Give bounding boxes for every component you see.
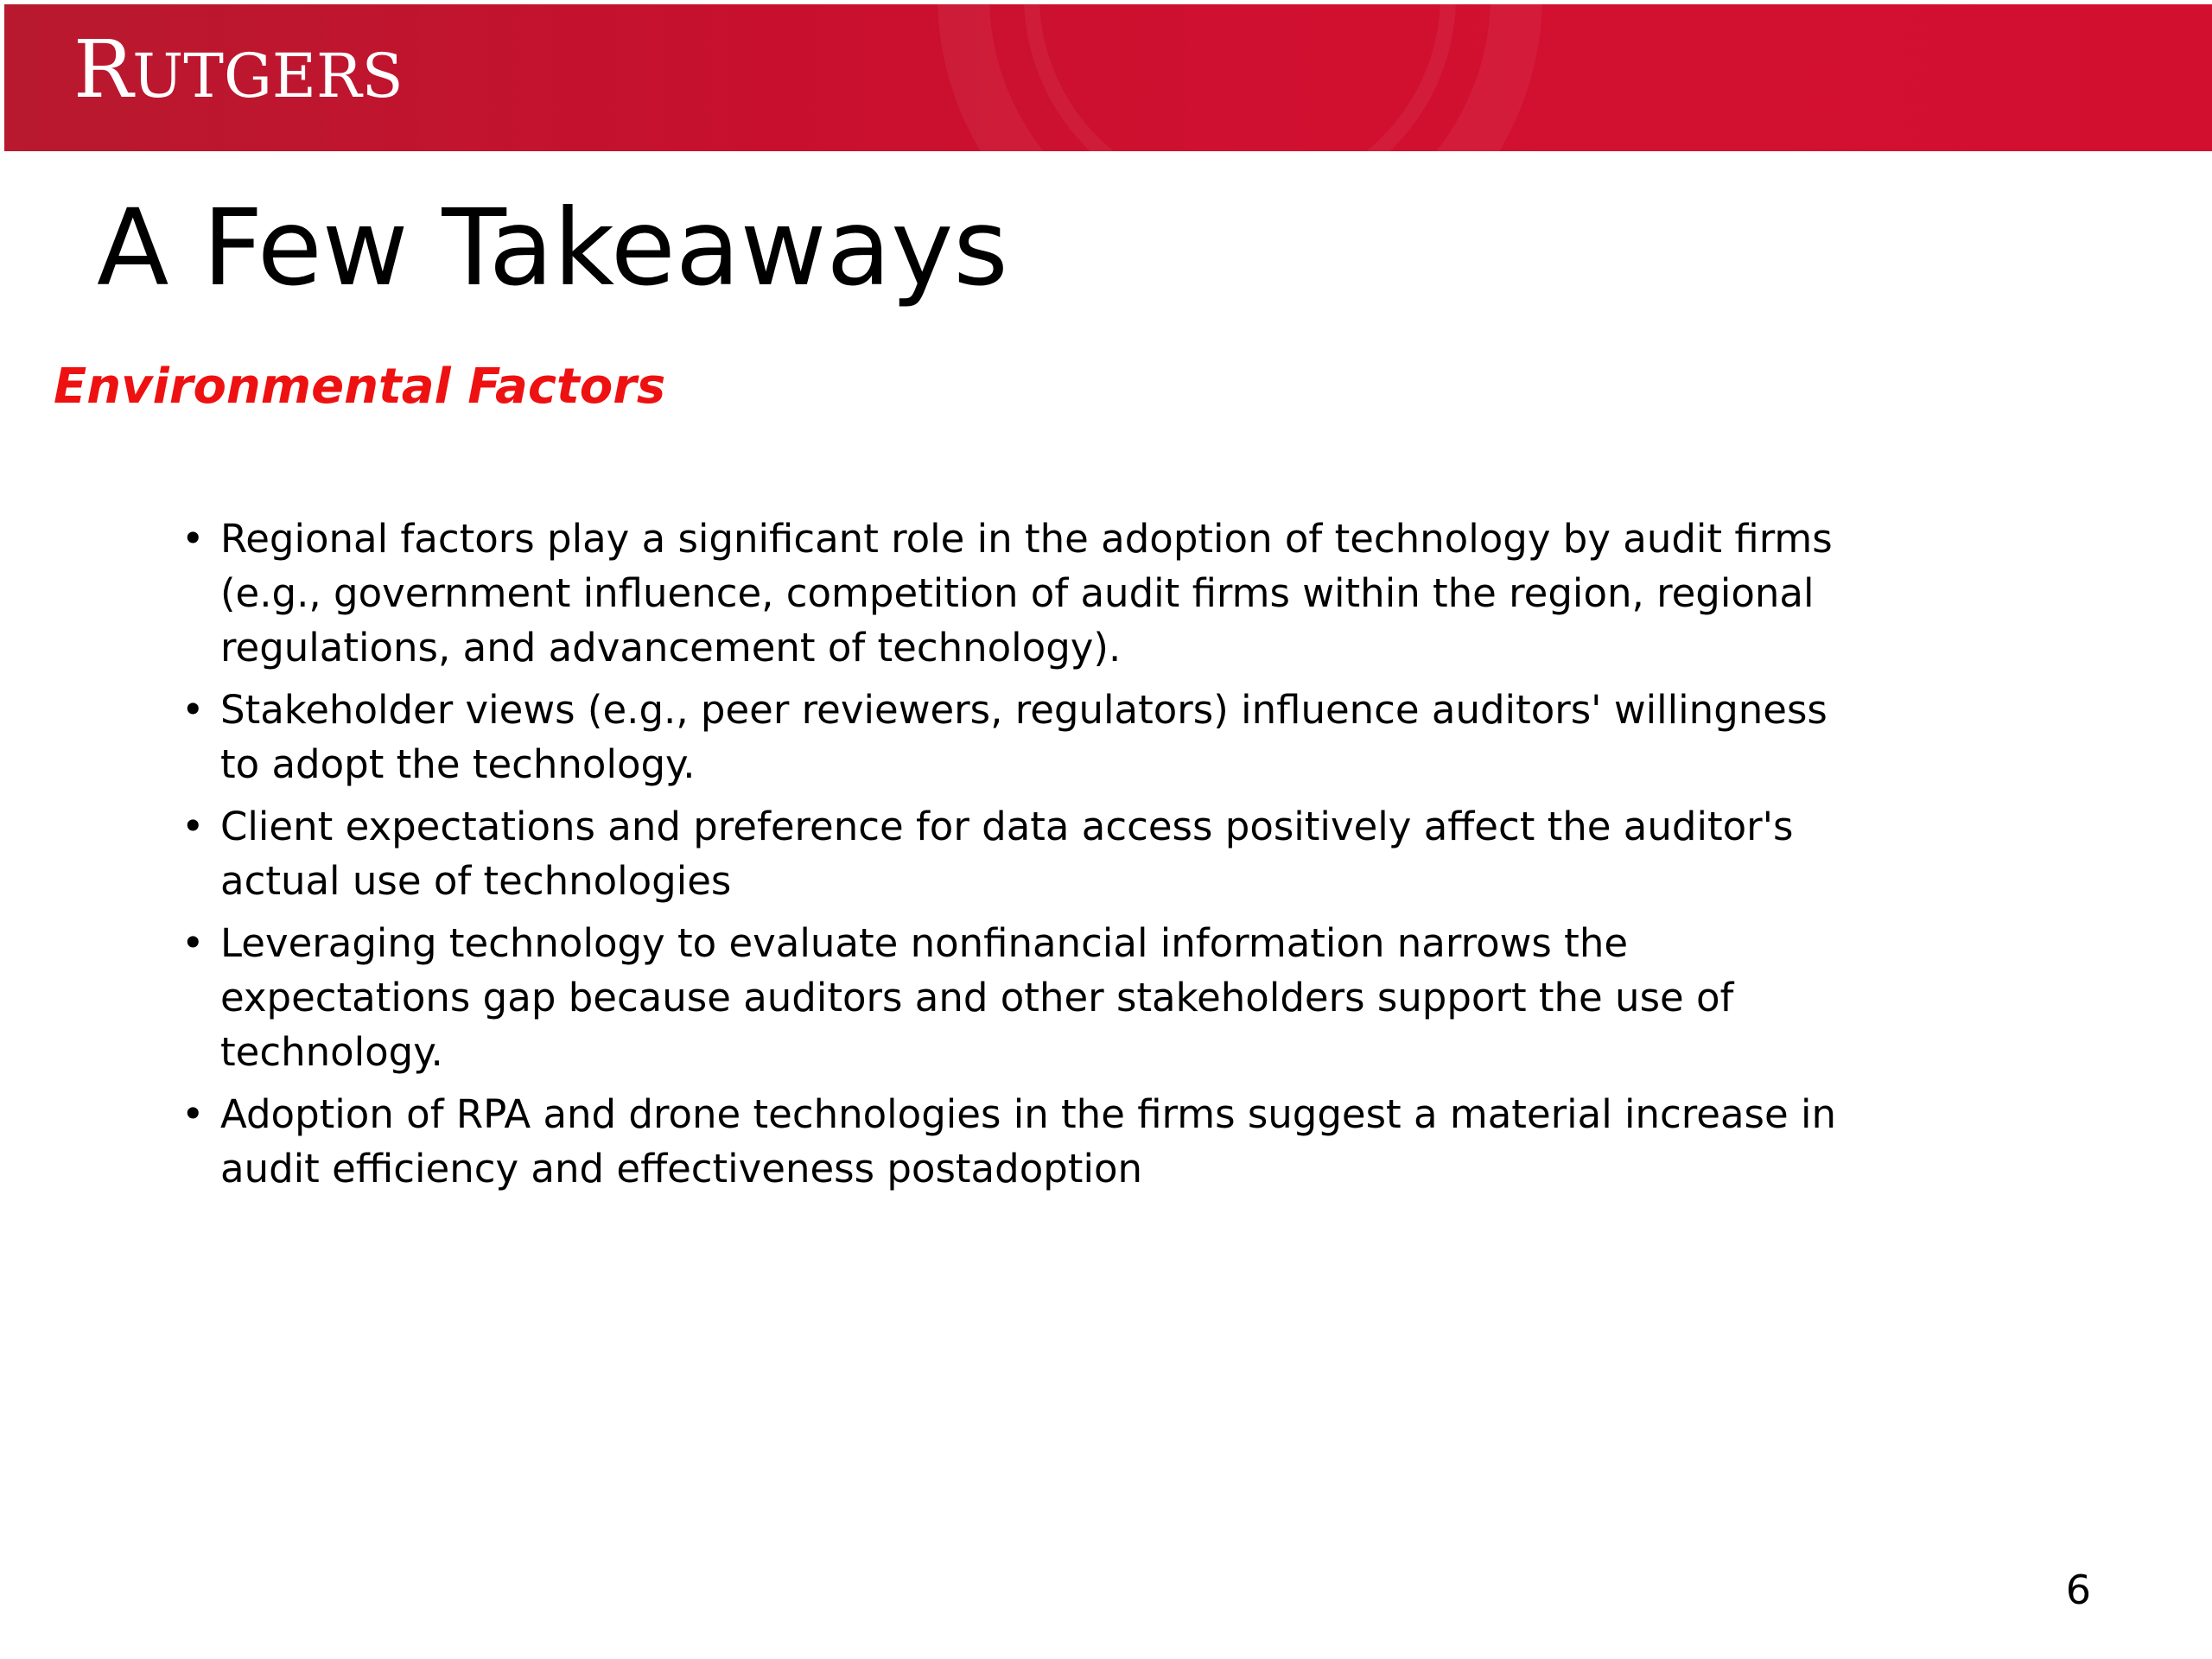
bullet-icon: • <box>181 687 205 733</box>
bullet-icon: • <box>181 516 205 562</box>
section-subtitle: Environmental Factors <box>54 359 666 415</box>
list-item <box>181 683 1862 791</box>
list-item-text: Leveraging technology to evaluate nonfinancial information narrows the expectations gap because auditors and other stakeholders support the use of technology. <box>220 920 1734 1075</box>
rutgers-logo <box>73 23 404 116</box>
bullet-icon: • <box>181 1091 205 1137</box>
logo-initial: R <box>73 23 133 116</box>
page-number: 6 <box>2065 1567 2091 1613</box>
list-item-text: Adoption of RPA and drone technologies in the firms suggest a material increase in audit efficiency and effectiveness postadoption <box>220 1091 1837 1192</box>
list-item <box>181 916 1862 1079</box>
logo-rest: UTGERS <box>132 41 404 111</box>
list-item-text: Client expectations and preference for data access positively affect the auditor's actual use of technologies <box>220 804 1794 904</box>
takeaway-list <box>181 512 1862 1204</box>
list-item <box>181 799 1862 908</box>
list-item <box>181 512 1862 675</box>
list-item-text: Stakeholder views (e.g., peer reviewers, regulators) influence auditors' willingness to adopt the technology. <box>220 687 1827 787</box>
bullet-icon: • <box>181 804 205 849</box>
seal-watermark-inner <box>1024 4 1456 151</box>
list-item-text: Regional factors play a significant role in the adoption of technology by audit firms (e.g., government influence, competition of audit firms within the region, regional regulations, and advancement of technology). <box>220 516 1833 671</box>
header-band <box>4 4 2212 151</box>
list-item <box>181 1087 1862 1196</box>
slide-title: A Few Takeaways <box>97 187 1008 309</box>
bullet-icon: • <box>181 920 205 966</box>
